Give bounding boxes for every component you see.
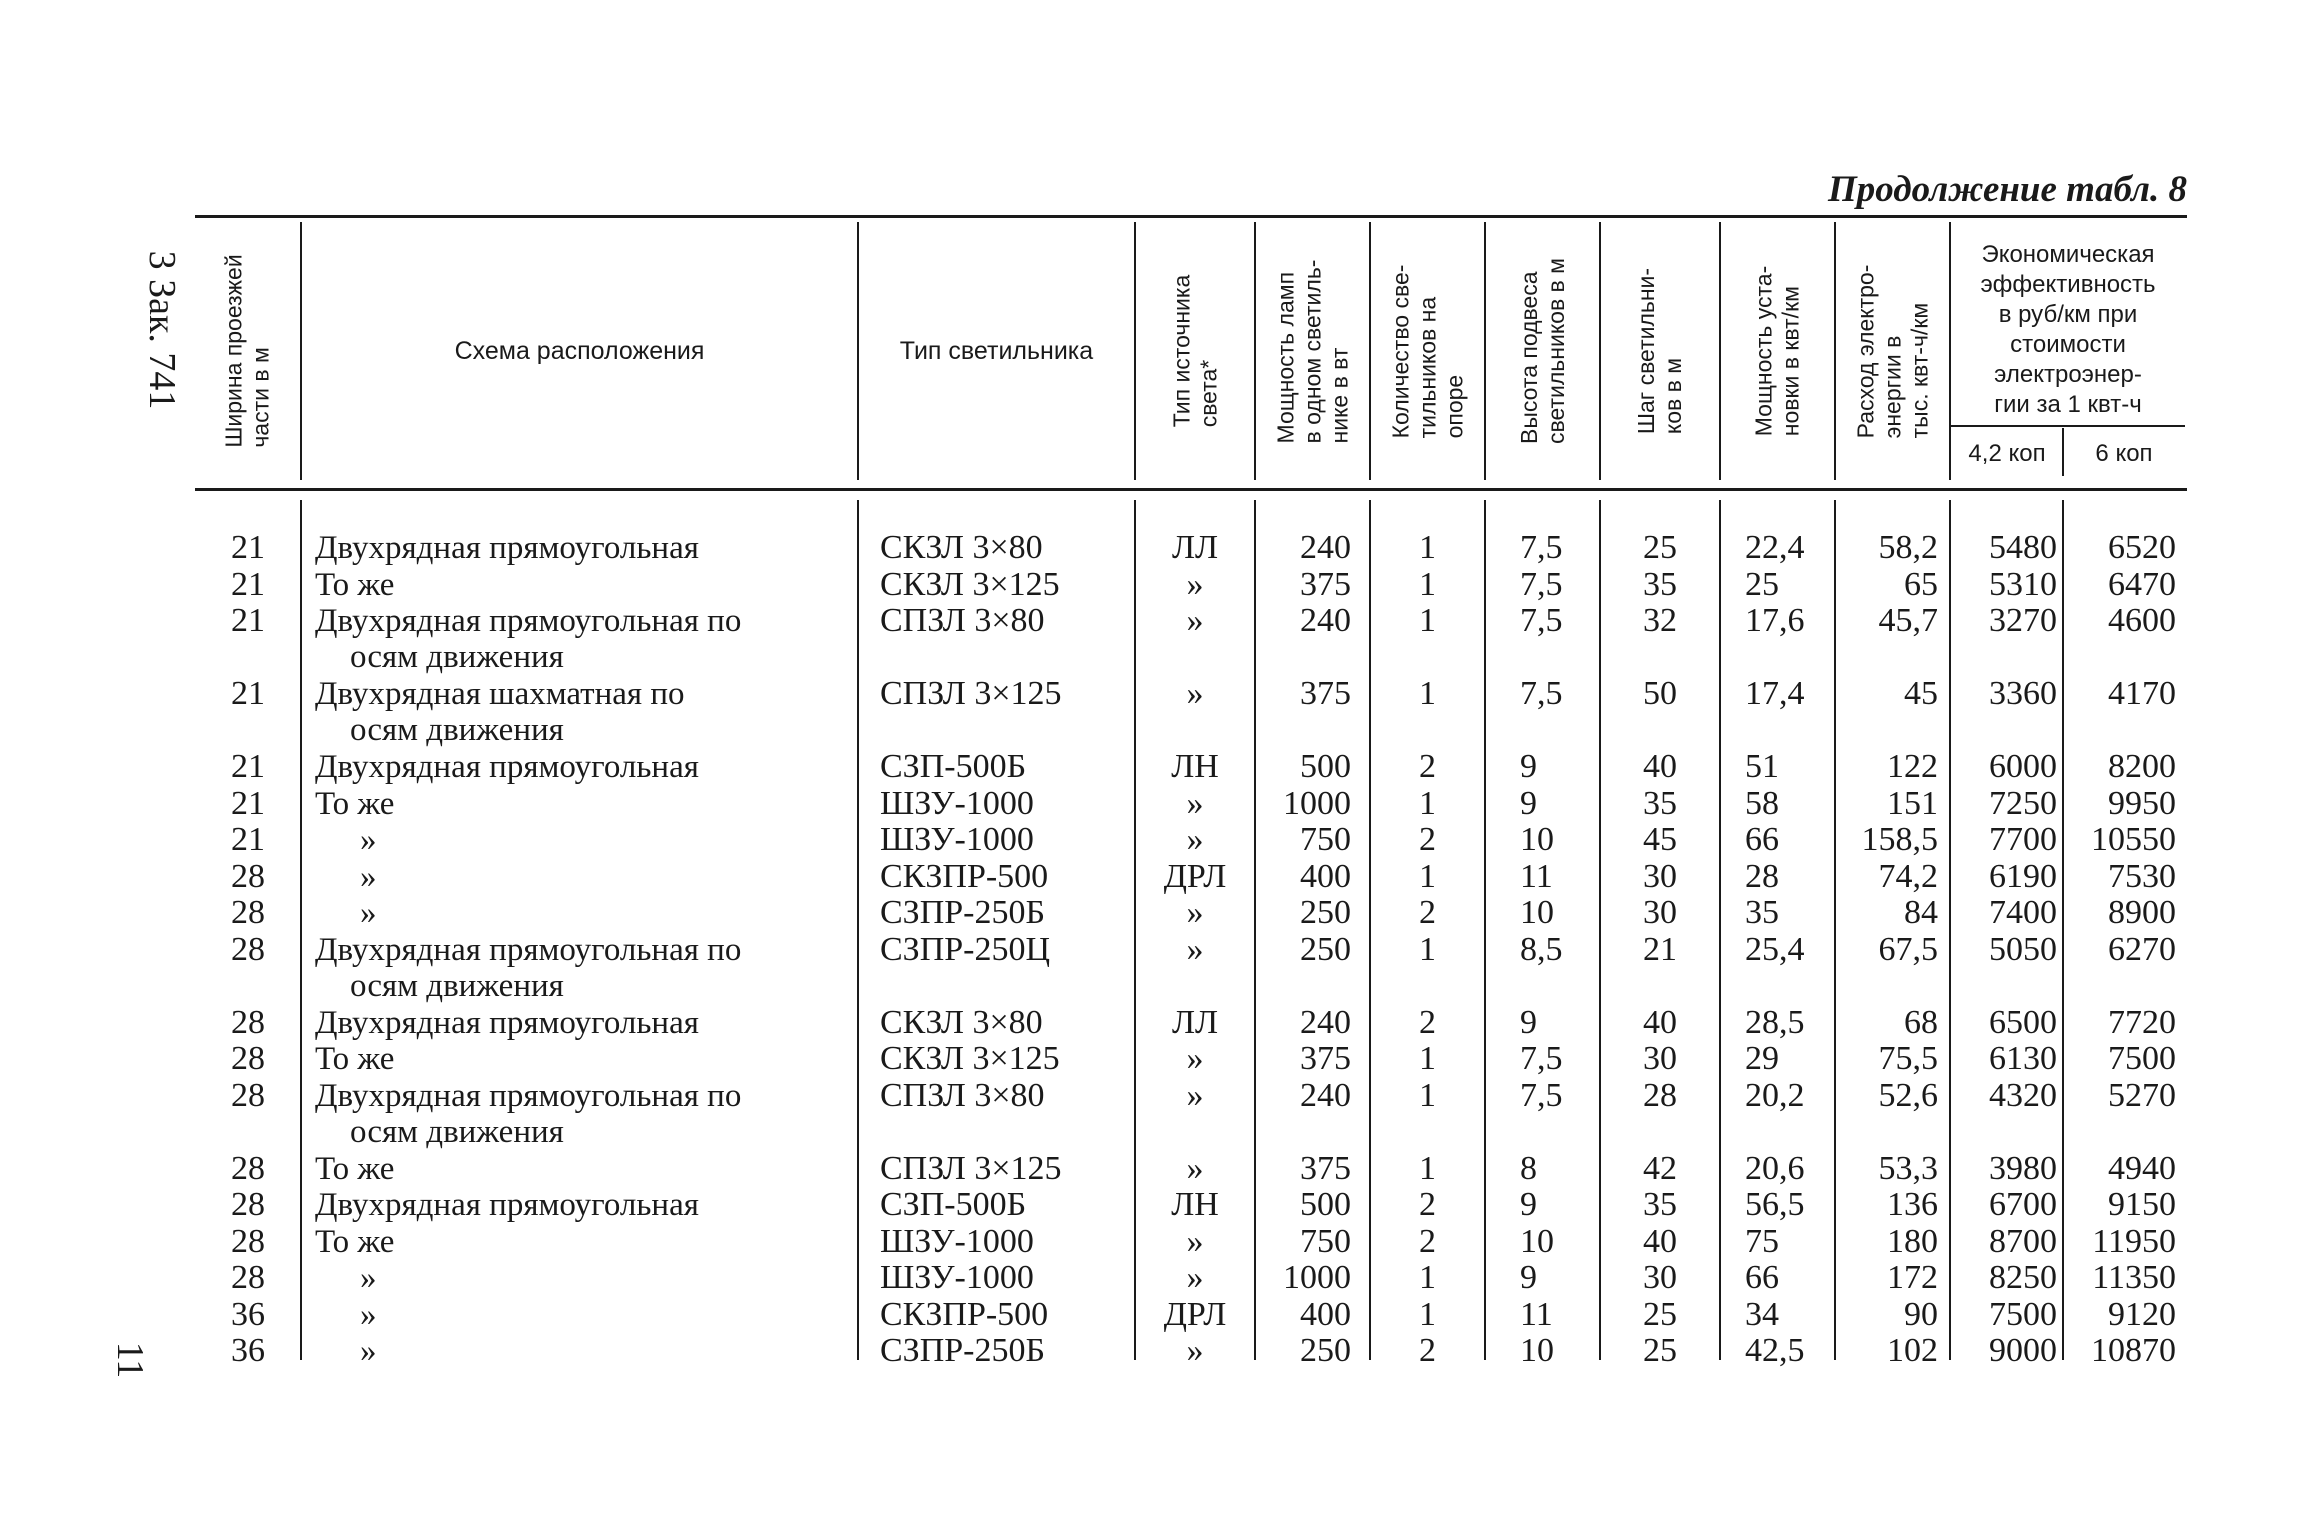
scheme-line-cont: осям движения	[350, 1114, 564, 1150]
cell-power: 375	[1300, 675, 1351, 712]
cell-width: 36	[231, 1332, 265, 1369]
cell-source: »	[1186, 894, 1204, 931]
cell-source: »	[1186, 602, 1204, 639]
cell-econ-a: 5480	[1989, 529, 2057, 566]
cell-scheme	[315, 1187, 847, 1223]
cell-source: ЛЛ	[1171, 1004, 1219, 1041]
cell-energy: 74,2	[1878, 858, 1938, 895]
cell-econ-b: 8200	[2108, 748, 2176, 785]
header-power: Мощность ламп в одном светиль- нике в вт	[1272, 259, 1353, 443]
cell-scheme	[315, 859, 847, 895]
cell-install: 35	[1745, 894, 1779, 931]
cell-luminaire: СЗП-500Б	[880, 1186, 1027, 1223]
cell-height: 7,5	[1520, 602, 1563, 639]
cell-power: 240	[1300, 529, 1351, 566]
cell-width: 28	[231, 1004, 265, 1041]
cell-height: 7,5	[1520, 566, 1563, 603]
cell-econ-b: 8900	[2108, 894, 2176, 931]
cell-count: 1	[1419, 858, 1436, 895]
cell-height: 11	[1520, 1296, 1553, 1333]
cell-step: 50	[1643, 675, 1677, 712]
cell-power: 1000	[1283, 785, 1351, 822]
cell-install: 75	[1745, 1223, 1779, 1260]
cell-step: 21	[1643, 931, 1677, 968]
cell-scheme	[315, 567, 847, 603]
cell-econ-b: 4170	[2108, 675, 2176, 712]
cell-econ-a: 5310	[1989, 566, 2057, 603]
cell-width: 28	[231, 858, 265, 895]
cell-econ-a: 5050	[1989, 931, 2057, 968]
scheme-line: То же	[315, 1041, 395, 1077]
scheme-line-cont: осям движения	[350, 968, 564, 1004]
cell-source: ДРЛ	[1163, 1296, 1227, 1333]
cell-install: 28,5	[1745, 1004, 1805, 1041]
cell-energy: 90	[1904, 1296, 1938, 1333]
cell-step: 35	[1643, 785, 1677, 822]
cell-econ-b: 7500	[2108, 1040, 2176, 1077]
cell-energy: 58,2	[1878, 529, 1938, 566]
cell-power: 400	[1300, 1296, 1351, 1333]
scheme-line: Двухрядная прямоугольная по	[315, 1078, 742, 1114]
cell-width: 28	[231, 1040, 265, 1077]
cell-luminaire: СПЗЛ 3×80	[880, 602, 1045, 639]
body-separator	[1719, 500, 1721, 1360]
cell-energy: 158,5	[1861, 821, 1938, 858]
cell-luminaire: СЗПР-250Ц	[880, 931, 1051, 968]
cell-height: 9	[1520, 785, 1537, 822]
cell-scheme	[315, 1005, 847, 1041]
cell-count: 2	[1419, 1332, 1436, 1369]
cell-luminaire: СКЗЛ 3×125	[880, 1040, 1060, 1077]
cell-power: 400	[1300, 858, 1351, 895]
cell-source: »	[1186, 785, 1204, 822]
cell-scheme	[315, 932, 847, 1004]
cell-width: 28	[231, 1223, 265, 1260]
cell-scheme	[315, 1333, 847, 1369]
cell-econ-b: 6270	[2108, 931, 2176, 968]
cell-power: 750	[1300, 1223, 1351, 1260]
cell-econ-a: 6130	[1989, 1040, 2057, 1077]
cell-power: 500	[1300, 748, 1351, 785]
scheme-line: Двухрядная шахматная по	[315, 676, 685, 712]
cell-luminaire: ШЗУ-1000	[880, 1259, 1034, 1296]
cell-install: 66	[1745, 821, 1779, 858]
page-number: 11	[109, 1341, 151, 1379]
header-econ-b: 6 коп	[2095, 440, 2153, 467]
cell-install: 28	[1745, 858, 1779, 895]
cell-energy: 65	[1904, 566, 1938, 603]
cell-width: 28	[231, 1259, 265, 1296]
scheme-line: Двухрядная прямоугольная по	[315, 603, 742, 639]
cell-power: 250	[1300, 1332, 1351, 1369]
cell-econ-a: 6500	[1989, 1004, 2057, 1041]
cell-luminaire: ШЗУ-1000	[880, 1223, 1034, 1260]
cell-source: »	[1186, 1259, 1204, 1296]
cell-height: 10	[1520, 1332, 1554, 1369]
cell-scheme	[315, 1078, 847, 1150]
cell-height: 7,5	[1520, 1077, 1563, 1114]
cell-econ-b: 4600	[2108, 602, 2176, 639]
cell-luminaire: СКЗЛ 3×80	[880, 529, 1043, 566]
cell-econ-a: 3980	[1989, 1150, 2057, 1187]
cell-scheme	[315, 530, 847, 566]
scheme-line: Двухрядная прямоугольная	[315, 1187, 699, 1223]
scheme-line: Двухрядная прямоугольная по	[315, 932, 742, 968]
cell-step: 40	[1643, 1223, 1677, 1260]
cell-source: ЛН	[1171, 748, 1219, 785]
cell-source: ЛЛ	[1171, 529, 1219, 566]
cell-count: 1	[1419, 566, 1436, 603]
cell-width: 21	[231, 602, 265, 639]
cell-scheme	[315, 603, 847, 675]
cell-width: 21	[231, 785, 265, 822]
scheme-line: Двухрядная прямоугольная	[315, 749, 699, 785]
cell-luminaire: СПЗЛ 3×125	[880, 675, 1062, 712]
cell-install: 17,6	[1745, 602, 1805, 639]
cell-width: 21	[231, 821, 265, 858]
header-econ-a: 4,2 коп	[1968, 440, 2046, 467]
cell-width: 21	[231, 748, 265, 785]
cell-width: 21	[231, 675, 265, 712]
cell-energy: 53,3	[1878, 1150, 1938, 1187]
scheme-line: То же	[315, 786, 395, 822]
header-scheme: Схема расположения	[454, 337, 705, 365]
cell-count: 1	[1419, 785, 1436, 822]
cell-energy: 172	[1887, 1259, 1938, 1296]
cell-luminaire: СПЗЛ 3×80	[880, 1077, 1045, 1114]
order-note: 3 Зак. 741	[141, 250, 183, 410]
cell-height: 10	[1520, 821, 1554, 858]
cell-height: 9	[1520, 1004, 1537, 1041]
cell-height: 7,5	[1520, 529, 1563, 566]
cell-source: »	[1186, 931, 1204, 968]
cell-step: 35	[1643, 566, 1677, 603]
cell-width: 28	[231, 931, 265, 968]
body-separator	[1834, 500, 1836, 1360]
cell-install: 20,2	[1745, 1077, 1805, 1114]
cell-econ-b: 10550	[2091, 821, 2176, 858]
cell-power: 240	[1300, 1077, 1351, 1114]
header-install: Мощность уста- новки в квт/км	[1750, 265, 1804, 437]
scheme-line: То же	[315, 1151, 395, 1187]
cell-install: 51	[1745, 748, 1779, 785]
cell-source: ДРЛ	[1163, 858, 1227, 895]
cell-econ-a: 3270	[1989, 602, 2057, 639]
cell-energy: 68	[1904, 1004, 1938, 1041]
scheme-line: То же	[315, 567, 395, 603]
scheme-line: »	[360, 859, 377, 895]
header-luminaire: Тип светильника	[899, 337, 1094, 365]
cell-source: »	[1186, 1223, 1204, 1260]
header-bottom-rule	[195, 488, 2187, 491]
cell-econ-a: 4320	[1989, 1077, 2057, 1114]
cell-height: 10	[1520, 1223, 1554, 1260]
cell-energy: 75,5	[1878, 1040, 1938, 1077]
cell-count: 2	[1419, 1223, 1436, 1260]
cell-step: 45	[1643, 821, 1677, 858]
cell-luminaire: СЗПР-250Б	[880, 1332, 1046, 1369]
header-count: Количество све- тильников на опоре	[1387, 264, 1468, 438]
cell-install: 29	[1745, 1040, 1779, 1077]
cell-height: 11	[1520, 858, 1553, 895]
cell-luminaire: СКЗЛ 3×80	[880, 1004, 1043, 1041]
cell-econ-a: 7700	[1989, 821, 2057, 858]
cell-econ-a: 8250	[1989, 1259, 2057, 1296]
cell-scheme	[315, 895, 847, 931]
cell-econ-b: 6520	[2108, 529, 2176, 566]
scheme-line: »	[360, 895, 377, 931]
cell-econ-b: 6470	[2108, 566, 2176, 603]
cell-energy: 45	[1904, 675, 1938, 712]
cell-energy: 136	[1887, 1186, 1938, 1223]
body-separator	[300, 500, 302, 1360]
cell-econ-b: 11950	[2092, 1223, 2176, 1260]
cell-econ-b: 11350	[2092, 1259, 2176, 1296]
cell-energy: 122	[1887, 748, 1938, 785]
cell-install: 25	[1745, 566, 1779, 603]
header-source: Тип источника света*	[1168, 274, 1222, 428]
cell-count: 2	[1419, 894, 1436, 931]
cell-width: 36	[231, 1296, 265, 1333]
cell-luminaire: СПЗЛ 3×125	[880, 1150, 1062, 1187]
cell-scheme	[315, 822, 847, 858]
cell-energy: 151	[1887, 785, 1938, 822]
scheme-line: Двухрядная прямоугольная	[315, 1005, 699, 1041]
cell-power: 250	[1300, 931, 1351, 968]
cell-install: 25,4	[1745, 931, 1805, 968]
cell-height: 9	[1520, 1186, 1537, 1223]
cell-count: 2	[1419, 821, 1436, 858]
cell-econ-a: 6190	[1989, 858, 2057, 895]
scheme-line: »	[360, 1297, 377, 1333]
body-separator	[857, 500, 859, 1360]
cell-luminaire: СЗПР-250Б	[880, 894, 1046, 931]
cell-econ-b: 4940	[2108, 1150, 2176, 1187]
cell-step: 35	[1643, 1186, 1677, 1223]
cell-step: 30	[1643, 894, 1677, 931]
cell-luminaire: СЗП-500Б	[880, 748, 1027, 785]
cell-width: 28	[231, 1077, 265, 1114]
cell-luminaire: СКЗПР-500	[880, 858, 1049, 895]
cell-scheme	[315, 786, 847, 822]
cell-height: 8,5	[1520, 931, 1563, 968]
header-econ: Экономическая эффективность в руб/км при стоимости электроэнер- гии за 1 квт-ч	[1980, 241, 2156, 418]
scheme-line-cont: осям движения	[350, 712, 564, 748]
cell-count: 1	[1419, 529, 1436, 566]
cell-source: »	[1186, 566, 1204, 603]
cell-step: 42	[1643, 1150, 1677, 1187]
cell-install: 20,6	[1745, 1150, 1805, 1187]
cell-count: 2	[1419, 1186, 1436, 1223]
cell-count: 1	[1419, 1150, 1436, 1187]
cell-height: 7,5	[1520, 1040, 1563, 1077]
cell-install: 56,5	[1745, 1186, 1805, 1223]
cell-power: 240	[1300, 1004, 1351, 1041]
body-separator	[1484, 500, 1486, 1360]
cell-energy: 84	[1904, 894, 1938, 931]
cell-step: 25	[1643, 1296, 1677, 1333]
cell-width: 28	[231, 1186, 265, 1223]
cell-power: 375	[1300, 1040, 1351, 1077]
scheme-line: »	[360, 1260, 377, 1296]
cell-count: 1	[1419, 1077, 1436, 1114]
cell-luminaire: СКЗПР-500	[880, 1296, 1049, 1333]
cell-step: 30	[1643, 1259, 1677, 1296]
cell-count: 2	[1419, 1004, 1436, 1041]
cell-count: 1	[1419, 931, 1436, 968]
cell-energy: 67,5	[1878, 931, 1938, 968]
cell-height: 10	[1520, 894, 1554, 931]
cell-step: 30	[1643, 1040, 1677, 1077]
scheme-line: То же	[315, 1224, 395, 1260]
cell-energy: 102	[1887, 1332, 1938, 1369]
cell-econ-b: 9120	[2108, 1296, 2176, 1333]
cell-install: 22,4	[1745, 529, 1805, 566]
body-separator	[1949, 500, 1951, 1360]
cell-econ-a: 7400	[1989, 894, 2057, 931]
cell-step: 30	[1643, 858, 1677, 895]
cell-source: »	[1186, 1332, 1204, 1369]
cell-count: 1	[1419, 1296, 1436, 1333]
cell-econ-a: 3360	[1989, 675, 2057, 712]
cell-install: 66	[1745, 1259, 1779, 1296]
header-separator	[1949, 222, 1951, 480]
cell-source: »	[1186, 1150, 1204, 1187]
cell-energy: 52,6	[1878, 1077, 1938, 1114]
cell-power: 240	[1300, 602, 1351, 639]
econ-subheader-rule	[1950, 425, 2185, 427]
cell-econ-b: 5270	[2108, 1077, 2176, 1114]
header-step: Шаг светильни- ков в м	[1633, 267, 1687, 435]
cell-power: 375	[1300, 1150, 1351, 1187]
cell-source: »	[1186, 1040, 1204, 1077]
cell-count: 1	[1419, 675, 1436, 712]
table-top-rule	[195, 215, 2187, 218]
cell-econ-b: 7720	[2108, 1004, 2176, 1041]
cell-height: 7,5	[1520, 675, 1563, 712]
cell-scheme	[315, 1297, 847, 1333]
scheme-line: Двухрядная прямоугольная	[315, 530, 699, 566]
cell-source: ЛН	[1171, 1186, 1219, 1223]
cell-econ-b: 9950	[2108, 785, 2176, 822]
cell-econ-b: 7530	[2108, 858, 2176, 895]
cell-power: 1000	[1283, 1259, 1351, 1296]
cell-install: 17,4	[1745, 675, 1805, 712]
cell-count: 1	[1419, 602, 1436, 639]
cell-luminaire: СКЗЛ 3×125	[880, 566, 1060, 603]
cell-step: 28	[1643, 1077, 1677, 1114]
cell-step: 32	[1643, 602, 1677, 639]
cell-power: 500	[1300, 1186, 1351, 1223]
cell-scheme	[315, 676, 847, 748]
cell-econ-a: 6000	[1989, 748, 2057, 785]
cell-count: 1	[1419, 1259, 1436, 1296]
cell-econ-a: 7250	[1989, 785, 2057, 822]
cell-width: 21	[231, 529, 265, 566]
cell-luminaire: ШЗУ-1000	[880, 785, 1034, 822]
cell-step: 25	[1643, 529, 1677, 566]
cell-install: 34	[1745, 1296, 1779, 1333]
cell-count: 2	[1419, 748, 1436, 785]
cell-scheme	[315, 1151, 847, 1187]
cell-econ-a: 8700	[1989, 1223, 2057, 1260]
cell-step: 40	[1643, 748, 1677, 785]
cell-scheme	[315, 749, 847, 785]
cell-height: 9	[1520, 748, 1537, 785]
table-caption: Продолжение табл. 8	[1828, 169, 2187, 210]
cell-source: »	[1186, 821, 1204, 858]
cell-econ-b: 10870	[2091, 1332, 2176, 1369]
cell-count: 1	[1419, 1040, 1436, 1077]
header-energy: Расход электро- энергии в тыс. квт-ч/км	[1852, 264, 1932, 438]
cell-power: 250	[1300, 894, 1351, 931]
scheme-line: »	[360, 822, 377, 858]
cell-source: »	[1186, 1077, 1204, 1114]
cell-scheme	[315, 1224, 847, 1260]
cell-width: 21	[231, 566, 265, 603]
cell-scheme	[315, 1041, 847, 1077]
scheme-line: »	[360, 1333, 377, 1369]
header-width: Ширина проезжей части в м	[220, 254, 274, 448]
cell-energy: 45,7	[1878, 602, 1938, 639]
cell-height: 9	[1520, 1259, 1537, 1296]
cell-height: 8	[1520, 1150, 1537, 1187]
cell-width: 28	[231, 1150, 265, 1187]
header-height: Высота подвеса светильников в м	[1515, 258, 1569, 444]
cell-power: 375	[1300, 566, 1351, 603]
cell-power: 750	[1300, 821, 1351, 858]
cell-source: »	[1186, 675, 1204, 712]
scheme-line-cont: осям движения	[350, 639, 564, 675]
cell-scheme	[315, 1260, 847, 1296]
cell-econ-a: 9000	[1989, 1332, 2057, 1369]
cell-econ-a: 6700	[1989, 1186, 2057, 1223]
cell-step: 25	[1643, 1332, 1677, 1369]
cell-step: 40	[1643, 1004, 1677, 1041]
cell-install: 58	[1745, 785, 1779, 822]
cell-econ-b: 9150	[2108, 1186, 2176, 1223]
cell-width: 28	[231, 894, 265, 931]
cell-install: 42,5	[1745, 1332, 1805, 1369]
cell-econ-a: 7500	[1989, 1296, 2057, 1333]
cell-luminaire: ШЗУ-1000	[880, 821, 1034, 858]
cell-energy: 180	[1887, 1223, 1938, 1260]
